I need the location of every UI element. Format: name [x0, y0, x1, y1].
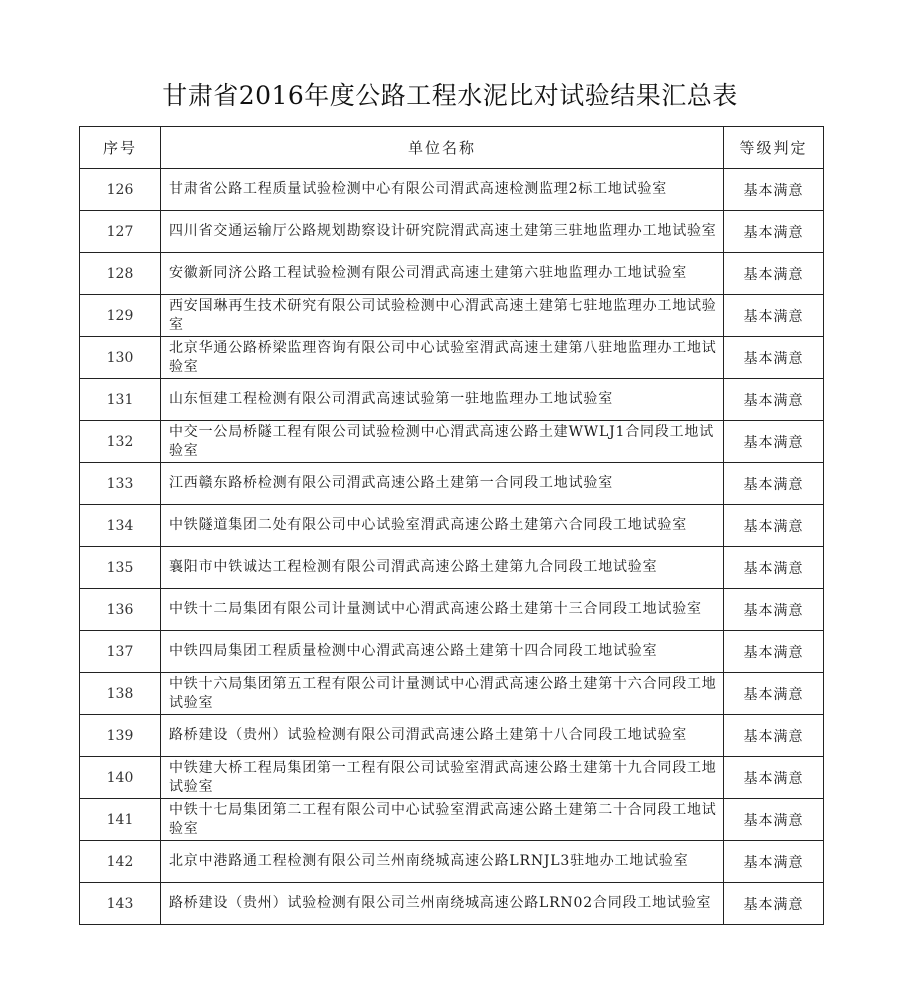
table-row — [80, 337, 824, 379]
cell-serial-number: 132 — [80, 421, 161, 463]
table-row — [80, 379, 824, 421]
table-header-row — [80, 127, 824, 169]
cell-serial-number: 142 — [80, 841, 161, 883]
header-serial-number: 序号 — [80, 127, 161, 169]
cell-serial-number: 140 — [80, 757, 161, 799]
cell-serial-number: 127 — [80, 211, 161, 253]
cell-serial-number: 128 — [80, 253, 161, 295]
cell-serial-number: 143 — [80, 883, 161, 925]
cell-unit-name: 山东恒建工程检测有限公司渭武高速试验第一驻地监理办工地试验室 — [161, 379, 724, 421]
cell-unit-name: 西安国琳再生技术研究有限公司试验检测中心渭武高速土建第七驻地监理办工地试验室 — [161, 295, 724, 337]
results-table — [79, 126, 824, 925]
cell-grade: 基本满意 — [724, 631, 824, 673]
cell-serial-number: 129 — [80, 295, 161, 337]
cell-unit-name: 路桥建设（贵州）试验检测有限公司渭武高速公路土建第十八合同段工地试验室 — [161, 715, 724, 757]
cell-serial-number: 126 — [80, 169, 161, 211]
table-row — [80, 295, 824, 337]
table-row — [80, 211, 824, 253]
cell-grade: 基本满意 — [724, 421, 824, 463]
cell-unit-name: 北京华通公路桥梁监理咨询有限公司中心试验室渭武高速土建第八驻地监理办工地试验室 — [161, 337, 724, 379]
cell-serial-number: 133 — [80, 463, 161, 505]
cell-unit-name: 中铁十二局集团有限公司计量测试中心渭武高速公路土建第十三合同段工地试验室 — [161, 589, 724, 631]
cell-unit-name: 中铁建大桥工程局集团第一工程有限公司试验室渭武高速公路土建第十九合同段工地试验室 — [161, 757, 724, 799]
cell-grade: 基本满意 — [724, 673, 824, 715]
cell-serial-number: 137 — [80, 631, 161, 673]
table-row — [80, 253, 824, 295]
table-row — [80, 883, 824, 925]
cell-unit-name: 中铁四局集团工程质量检测中心渭武高速公路土建第十四合同段工地试验室 — [161, 631, 724, 673]
cell-grade: 基本满意 — [724, 379, 824, 421]
cell-serial-number: 141 — [80, 799, 161, 841]
table-row — [80, 631, 824, 673]
cell-unit-name: 中铁十六局集团第五工程有限公司计量测试中心渭武高速公路土建第十六合同段工地试验室 — [161, 673, 724, 715]
cell-grade: 基本满意 — [724, 547, 824, 589]
cell-unit-name: 中铁十七局集团第二工程有限公司中心试验室渭武高速公路土建第二十合同段工地试验室 — [161, 799, 724, 841]
cell-grade: 基本满意 — [724, 589, 824, 631]
cell-grade: 基本满意 — [724, 841, 824, 883]
table-row — [80, 673, 824, 715]
cell-serial-number: 138 — [80, 673, 161, 715]
cell-serial-number: 130 — [80, 337, 161, 379]
table-row — [80, 421, 824, 463]
table-row — [80, 505, 824, 547]
cell-unit-name: 北京中港路通工程检测有限公司兰州南绕城高速公路LRNJL3驻地办工地试验室 — [161, 841, 724, 883]
header-grade: 等级判定 — [724, 127, 824, 169]
cell-grade: 基本满意 — [724, 715, 824, 757]
cell-serial-number: 134 — [80, 505, 161, 547]
cell-unit-name: 甘肃省公路工程质量试验检测中心有限公司渭武高速检测监理2标工地试验室 — [161, 169, 724, 211]
table-row — [80, 715, 824, 757]
cell-grade: 基本满意 — [724, 295, 824, 337]
table-body — [80, 169, 824, 925]
cell-serial-number: 136 — [80, 589, 161, 631]
cell-unit-name: 四川省交通运输厅公路规划勘察设计研究院渭武高速土建第三驻地监理办工地试验室 — [161, 211, 724, 253]
table-row — [80, 589, 824, 631]
table-row — [80, 463, 824, 505]
cell-unit-name: 江西赣东路桥检测有限公司渭武高速公路土建第一合同段工地试验室 — [161, 463, 724, 505]
cell-grade: 基本满意 — [724, 253, 824, 295]
cell-grade: 基本满意 — [724, 883, 824, 925]
table-row — [80, 169, 824, 211]
cell-unit-name: 中铁隧道集团二处有限公司中心试验室渭武高速公路土建第六合同段工地试验室 — [161, 505, 724, 547]
table-row — [80, 757, 824, 799]
cell-grade: 基本满意 — [724, 505, 824, 547]
table-row — [80, 547, 824, 589]
cell-unit-name: 襄阳市中铁诚达工程检测有限公司渭武高速公路土建第九合同段工地试验室 — [161, 547, 724, 589]
cell-grade: 基本满意 — [724, 211, 824, 253]
header-unit-name: 单位名称 — [161, 127, 724, 169]
cell-serial-number: 131 — [80, 379, 161, 421]
cell-serial-number: 135 — [80, 547, 161, 589]
cell-grade: 基本满意 — [724, 169, 824, 211]
cell-unit-name: 安徽新同济公路工程试验检测有限公司渭武高速土建第六驻地监理办工地试验室 — [161, 253, 724, 295]
cell-serial-number: 139 — [80, 715, 161, 757]
cell-unit-name: 中交一公局桥隧工程有限公司试验检测中心渭武高速公路土建WWLJ1合同段工地试验室 — [161, 421, 724, 463]
table-row — [80, 841, 824, 883]
cell-grade: 基本满意 — [724, 799, 824, 841]
cell-unit-name: 路桥建设（贵州）试验检测有限公司兰州南绕城高速公路LRN02合同段工地试验室 — [161, 883, 724, 925]
cell-grade: 基本满意 — [724, 463, 824, 505]
table-row — [80, 799, 824, 841]
cell-grade: 基本满意 — [724, 757, 824, 799]
document-title: 甘肃省2016年度公路工程水泥比对试验结果汇总表 — [162, 81, 738, 110]
cell-grade: 基本满意 — [724, 337, 824, 379]
